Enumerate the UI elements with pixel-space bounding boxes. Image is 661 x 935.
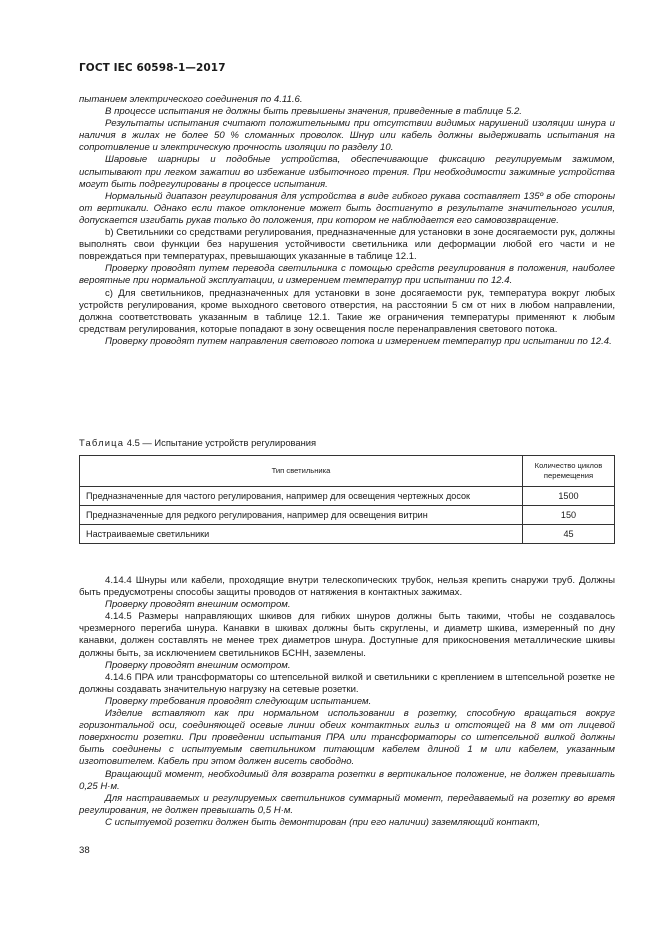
paragraph: 4.14.4 Шнуры или кабели, проходящие внутри телескопических трубок, нельзя крепить снаружи труб. Должны быть предусмотрены способы защиты проводов от натяжения в контактных зажимах. xyxy=(79,575,615,599)
adjustment-test-table xyxy=(79,455,615,544)
text-block-upper xyxy=(79,94,615,348)
paragraph: Для настраиваемых и регулируемых светильников суммарный момент, передаваемый на розетку во время регулирования, не должен превышать 0,5 Н·м. xyxy=(79,792,615,816)
cell-cycles: 1500 xyxy=(523,487,615,506)
paragraph: Проверку проводят путем направления светового потока и измерением температур при испытании по 12.4. xyxy=(105,335,612,347)
column-header-cycles-line1: Количество циклов xyxy=(534,461,603,470)
paragraph: С испытуемой розетки должен быть демонтирован (при его наличии) заземляющий контакт, xyxy=(105,816,541,828)
table-row xyxy=(80,525,615,544)
paragraph: Проверку требования проводят следующим испытанием. xyxy=(105,695,372,707)
table-caption xyxy=(79,437,316,448)
table-row xyxy=(80,506,615,525)
table-caption-label: Таблица xyxy=(79,437,125,448)
paragraph: Проверку проводят внешним осмотром. xyxy=(105,599,291,611)
table-row xyxy=(80,487,615,506)
paragraph: Шаровые шарниры и подобные устройства, обеспечивающие фиксацию регулируемым зажимом, испытывают при легком зажатии во избежание избыточного трения. При необходимости зажимные устройства могут быть подрегулированы в процессе испытания. xyxy=(79,154,615,190)
cell-luminaire-type: Предназначенные для частого регулирования, например для освещения чертежных досок xyxy=(80,487,523,506)
table-caption-title: 4.5 — Испытание устройств регулирования xyxy=(124,437,317,448)
paragraph: Проверку проводят внешним осмотром. xyxy=(105,659,291,671)
cell-cycles: 150 xyxy=(523,506,615,525)
paragraph: В процессе испытания не должны быть превышены значения, приведенные в таблице 5.2. xyxy=(105,106,522,118)
paragraph: b) Светильники со средствами регулирования, предназначенные для установки в зоне досягаемости рук, должны выполнять свои функции без нарушения устойчивости светильника или деформации любой его части и не повреждаться при температурах, превышающих указанные в таблице 12.1. xyxy=(79,227,615,263)
cell-luminaire-type: Предназначенные для редкого регулирования, например для освещения витрин xyxy=(80,506,523,525)
column-header-cycles-line2: перемещения xyxy=(543,471,594,480)
cell-cycles: 45 xyxy=(523,525,615,544)
document-header: ГОСТ IEC 60598-1—2017 xyxy=(79,62,226,74)
cell-luminaire-type: Настраиваемые светильники xyxy=(80,525,523,544)
text-block-lower xyxy=(79,575,615,829)
paragraph: Результаты испытания считают положительными при отсутствии видимых нарушений изоляции шнура и наличия в жилах не более 50 % сломанных проволок. Шнур или кабель должны выдерживать испытания на сопротивление и электрическую прочность изоляции по разделу 10. xyxy=(79,118,615,154)
page-number: 38 xyxy=(79,845,90,856)
paragraph: c) Для светильников, предназначенных для установки в зоне досягаемости рук, температура вокруг любых устройств регулирования, кроме выходного светового отверстия, на расстоянии 5 см от них в любом направлении, должна соответствовать указанным в таблице 12.1. Такие же ограничения температуры применяют к любым средствам регулирования, которые попадают в зону освещения после перенаправления светового потока. xyxy=(79,287,615,335)
paragraph: Вращающий момент, необходимый для возврата розетки в вертикальное положение, не должен превышать 0,25 Н·м. xyxy=(79,768,615,792)
paragraph: 4.14.6 ПРА или трансформаторы со штепсельной вилкой и светильники с креплением в штепсельной розетке не должны создавать значительную нагрузку на сетевые розетки. xyxy=(79,671,615,695)
paragraph: 4.14.5 Размеры направляющих шкивов для гибких шнуров должны быть такими, чтобы не создавалось чрезмерного перегиба шнура. Канавки в шкивах должны быть скруглены, и диаметр шкива, измеренный по дну канавки, должен составлять не менее трех диаметров шнура. Доступные для прикосновения металлические шкивы должны быть, за исключением светильников БСНН, заземлены. xyxy=(79,611,615,659)
paragraph: Нормальный диапазон регулирования для устройства в виде гибкого рукава составляет 135º в обе стороны от вертикали. Однако если такое отклонение может быть достигнуто в результате значительного усилия, допускается изгибать рукав только до положения, при котором не наблюдается его самовозвращение. xyxy=(79,190,615,226)
paragraph: Изделие вставляют как при нормальном использовании в розетку, способную вращаться вокруг горизонтальной оси, соединяющей осевые линии обеих контактных гильз и отстоящей на 8 мм от лицевой поверхности розетки. При проведении испытания ПРА или трансформаторы со штепсельной вилкой должны быть соединены с испытуемым светильником питающим кабелем длиной 1 м или кабелем, указанным изготовителем. Кабель при этом должен висеть свободно. xyxy=(79,708,615,768)
paragraph: пытанием электрического соединения по 4.11.6. xyxy=(79,94,303,105)
paragraph: Проверку проводят путем перевода светильника с помощью средств регулирования в положения, наиболее вероятные при нормальной эксплуатации, и измерением температур при испытании по 12.4. xyxy=(79,263,615,287)
table-header-row xyxy=(80,456,615,487)
column-header-cycles xyxy=(523,456,615,487)
column-header-type: Тип светильника xyxy=(80,456,523,487)
